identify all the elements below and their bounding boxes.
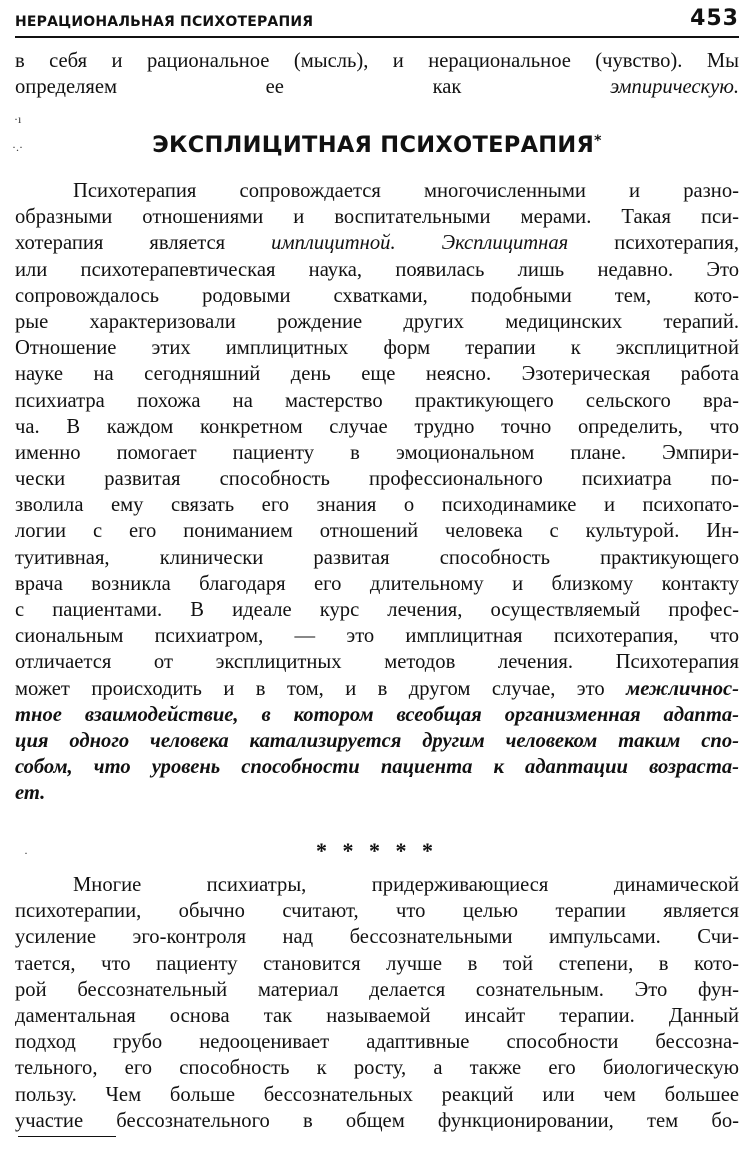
text-line: сопровождалось родовыми схватками, подобными тем, кото- <box>15 284 739 307</box>
text-line: Психотерапия сопровождается многочисленными и разно- <box>73 180 739 202</box>
text-line: в себя и рациональное (мысль), и нерациональное (чувство). Мы <box>15 50 739 72</box>
text-line: рой бессознательный материал делается сознательным. Это фун- <box>15 978 739 1001</box>
text-line: хотерапия является имплицитной. Эксплицитная психотерапия, <box>15 232 739 255</box>
running-title: НЕРАЦИОНАЛЬНАЯ ПСИХОТЕРАПИЯ <box>15 14 314 30</box>
emphasis: межличнос- <box>626 677 739 700</box>
text-line: психотерапии, обычно считают, что целью терапии является <box>15 900 739 923</box>
text-line: даментальная основа так называемой инсайт терапии. Данный <box>15 1004 739 1027</box>
print-speck: ·.· <box>12 140 23 154</box>
text-line: психиатра похожа на мастерство практикующего сельского вра- <box>15 389 739 412</box>
footnote-mark: * <box>594 133 602 149</box>
emphasis: имплицитной. Эксплицитная <box>271 232 569 255</box>
section-heading: ЭКСПЛИЦИТНАЯ ПСИХОТЕРАПИЯ* <box>152 132 602 158</box>
text-line: с пациентами. В идеале курс лечения, осуществляемый профес- <box>15 599 739 621</box>
text-line: врача возникла благодаря его длительному и близкому контакту <box>15 572 739 595</box>
running-header <box>15 6 739 38</box>
text-line: подход грубо недооценивает адаптивные способности бессозна- <box>15 1031 739 1054</box>
text-line: туитивная, клинически развитая способность практикующего <box>15 546 739 569</box>
text-line: образными отношениями и воспитательными мерами. Такая пси- <box>15 206 739 229</box>
text-line: ча. В каждом конкретном случае трудно точно определить, что <box>15 415 739 438</box>
footnote-rule <box>18 1136 116 1137</box>
section-separator: * * * * * <box>316 838 438 863</box>
text-line: ция одного человека катализируется другим человеком таким спо- <box>15 729 739 752</box>
text-line: логии с его пониманием отношений человека с культурой. Ин- <box>15 520 739 543</box>
text-line: определяем ее как эмпирическую. <box>15 76 739 99</box>
text-line: тное взаимодействие, в котором всеобщая организменная адапта- <box>15 703 739 726</box>
page-number: 453 <box>690 6 739 31</box>
text-line: тельного, его способность к росту, а также его биологическую <box>15 1057 739 1080</box>
paragraph-1 <box>15 178 739 807</box>
text-line: участие бессознательного в общем функционировании, тем бо- <box>15 1109 739 1132</box>
text-line: Многие психиатры, придерживающиеся динамической <box>73 874 739 896</box>
text-line: Отношение этих имплицитных форм терапии к эксплицитной <box>15 337 739 360</box>
intro-paragraph <box>15 48 739 100</box>
emphasis: эмпирическую. <box>610 76 739 99</box>
text-line: пользу. Чем больше бессознательных реакций или чем большее <box>15 1083 739 1106</box>
text-line: тается, что пациенту становится лучше в той степени, в кото- <box>15 952 739 975</box>
text-line: рые характеризовали рождение других медицинских терапий. <box>15 310 739 333</box>
text-line: науке на сегодняшний день еще неясно. Эзотерическая работа <box>15 363 739 386</box>
text-line: именно помогает пациенту в эмоциональном плане. Эмпири- <box>15 441 739 464</box>
text-line: собом, что уровень способности пациента к адаптации возраста- <box>15 756 739 779</box>
text-line: или психотерапевтическая наука, появилась лишь недавно. Это <box>15 258 739 281</box>
print-speck: ·ı <box>14 112 22 126</box>
text-line: чески развитая способность профессионального психиатра по- <box>15 468 739 491</box>
text-line: усиление эго-контроля над бессознательными импульсами. Счи- <box>15 926 739 949</box>
text-line: сиональным психиатром, — это имплицитная психотерапия, что <box>15 625 739 648</box>
text-line: ет. <box>15 782 46 805</box>
text-line: зволила ему связать его знания о психодинамике и психопато- <box>15 494 739 517</box>
paragraph-2 <box>15 872 739 1134</box>
print-speck: · <box>24 846 28 860</box>
text-line: может происходить и в том, и в другом случае, это межличнос- <box>15 677 739 700</box>
text-line: отличается от эксплицитных методов лечения. Психотерапия <box>15 651 739 674</box>
